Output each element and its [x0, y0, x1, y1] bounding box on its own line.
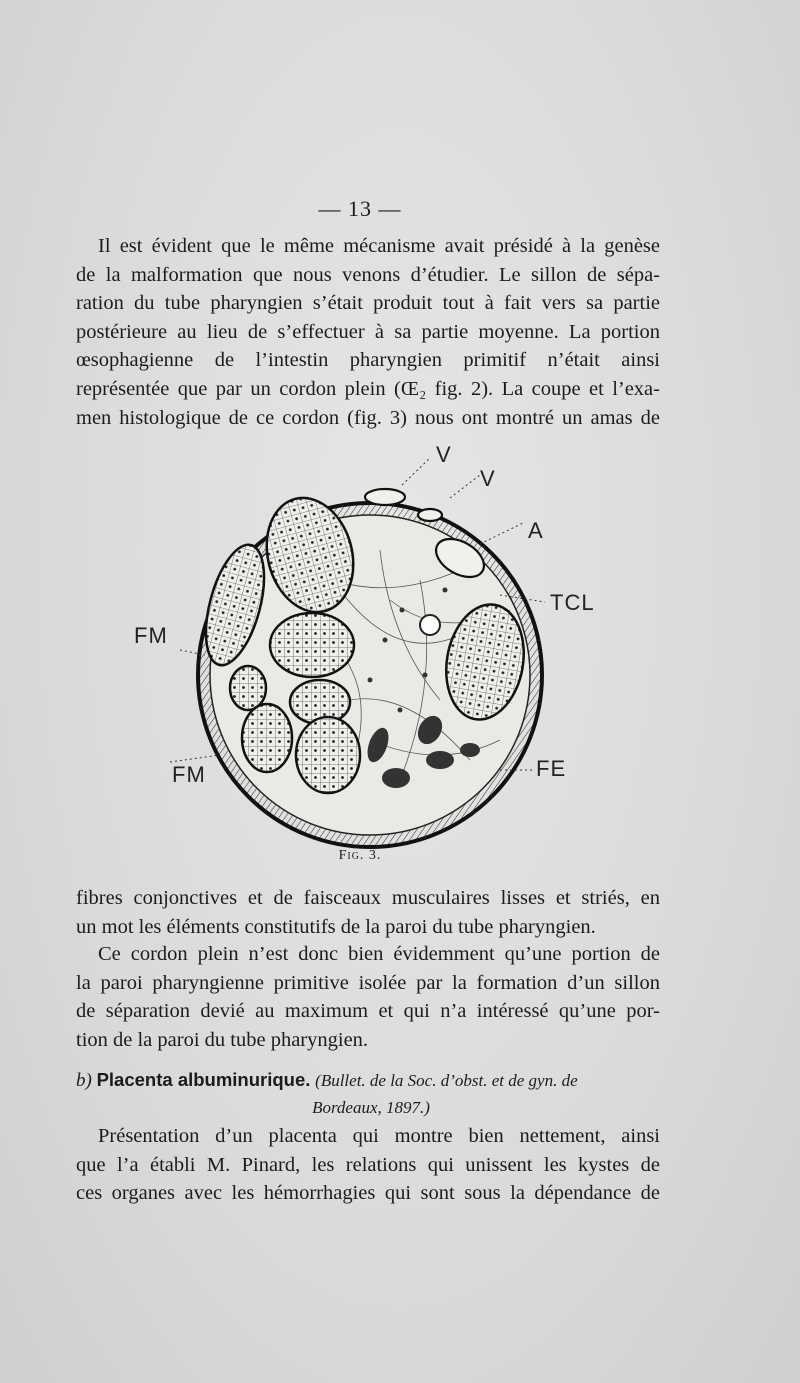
section-title: Placenta albuminurique.	[96, 1069, 311, 1090]
label-v1: V	[436, 442, 452, 467]
text-line: un mot les éléments constitutifs de la paroi du tube pharyngien.	[76, 915, 596, 938]
paragraph-fibres	[76, 884, 660, 941]
paragraph-intro	[76, 232, 660, 432]
text-line: ces organes avec les hémorrhagies qui sont sous la dépendance de	[76, 1182, 660, 1205]
text-line: men histologique de ce cordon (fig. 3) nous ont montré un amas de	[76, 406, 660, 429]
text-line: Ce cordon plein n’est donc bien évidemment qu’une portion de	[98, 943, 660, 965]
section-marker: b)	[76, 1070, 92, 1091]
label-fe: FE	[536, 756, 567, 781]
figure-caption: Fig. 3.	[338, 848, 382, 863]
text-line: postérieure au lieu de s’effectuer à sa partie moyenne. La portion	[76, 320, 660, 343]
figure-3-histology	[134, 440, 610, 860]
text-line: Présentation d’un placenta qui montre bien nettement, ainsi	[98, 1125, 660, 1147]
text-line: Il est évident que le même mécanisme avait présidé à la genèse	[98, 235, 660, 257]
section-b-heading	[76, 1066, 666, 1121]
label-a: A	[528, 518, 544, 543]
section-reference: (Bullet. de la Soc. d’obst. et de gyn. de	[315, 1071, 578, 1090]
label-fm-2: FM	[172, 762, 206, 787]
section-reference-cont: Bordeaux, 1897.)	[312, 1098, 430, 1117]
label-fm-1: FM	[134, 623, 168, 648]
text-line: de la malformation que nous venons d’étudier. Le sillon de sépa-	[76, 263, 660, 286]
text-line: représentée que par un cordon plein (Œ₂ fig. 2). La coupe et l’exa-	[76, 377, 660, 400]
label-v2: V	[480, 466, 496, 491]
page-number: — 13 —	[318, 196, 402, 221]
text-line: fibres conjonctives et de faisceaux musculaires lisses et striés, en	[76, 887, 660, 909]
paragraph-placenta	[76, 1122, 660, 1208]
text-line: que l’a établi M. Pinard, les relations qui unissent les kystes de	[76, 1153, 660, 1176]
text-line: œsophagienne de l’intestin pharyngien primitif n’était ainsi	[76, 349, 660, 372]
text-line: tion de la paroi du tube pharyngien.	[76, 1028, 369, 1051]
histology-section-illustration	[140, 440, 610, 860]
label-tcl: TCL	[550, 590, 595, 615]
text-line: la paroi pharyngienne primitive isolée par la formation d’un sillon	[76, 971, 660, 994]
text-line: ration du tube pharyngien s’était produit tout à fait vers sa partie	[76, 292, 660, 315]
text-line: de séparation devié au maximum et qui n’a intéressé qu’une por-	[76, 1000, 660, 1023]
paragraph-conclusion	[76, 940, 660, 1054]
